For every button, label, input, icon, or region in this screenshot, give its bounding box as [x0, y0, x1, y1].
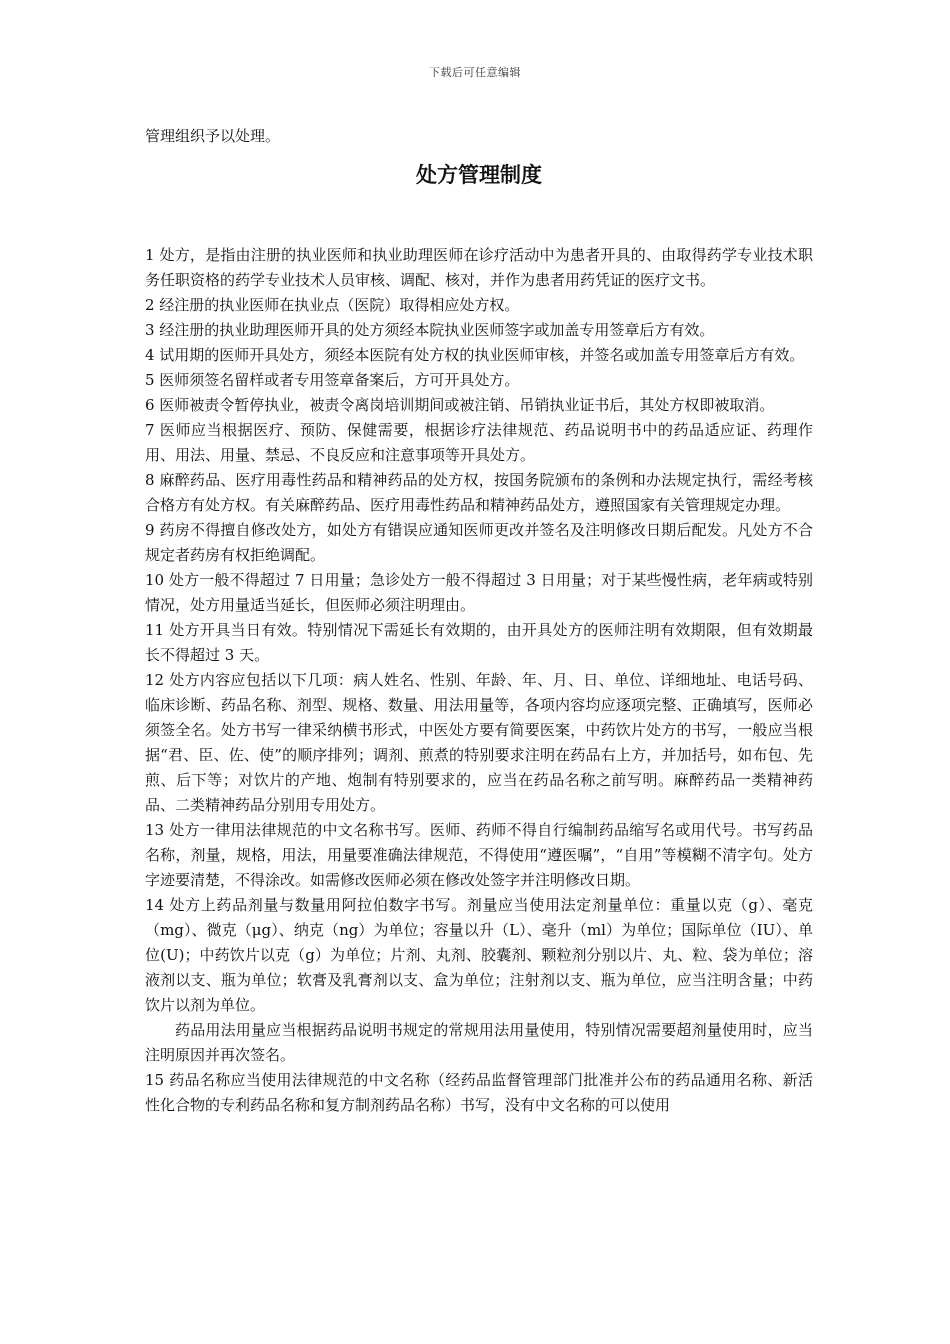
document-title: 处方管理制度 — [416, 163, 542, 187]
paragraph-14-dosage-note: 药品用法用量应当根据药品说明书规定的常规用法用量使用，特别情况需要超剂量使用时，应当注明原因并再次签名。 — [145, 1021, 813, 1064]
paragraph-14: 14 处方上药品剂量与数量用阿拉伯数字书写。剂量应当使用法定剂量单位：重量以克（g）、毫克（mg）、微克（μg）、纳克（ng）为单位；容量以升（L）、毫升（ml）为单位；国际单位（IU）、单位(U)；中药饮片以克（g）为单位；片剂、丸剂、胶囊剂、颗粒剂分别以片、丸、粒、袋为单位；溶液剂以支、瓶为单位；软膏及乳膏剂以支、盒为单位；注射剂以支、瓶为单位，应当注明含量；中药饮片以剂为单位。 — [145, 896, 813, 1014]
document-body — [145, 124, 813, 1118]
paragraph-3: 3 经注册的执业助理医师开具的处方须经本院执业医师签字或加盖专用签章后方有效。 — [145, 321, 715, 339]
paragraph-2: 2 经注册的执业医师在执业点（医院）取得相应处方权。 — [145, 296, 520, 314]
paragraph-10: 10 处方一般不得超过 7 日用量；急诊处方一般不得超过 3 日用量；对于某些慢性病，老年病或特别情况，处方用量适当延长，但医师必须注明理由。 — [145, 571, 813, 614]
paragraph-1: 1 处方，是指由注册的执业医师和执业助理医师在诊疗活动中为患者开具的、由取得药学专业技术职务任职资格的药学专业技术人员审核、调配、核对，并作为患者用药凭证的医疗文书。 — [145, 246, 813, 289]
title-spacer — [145, 195, 813, 243]
paragraph-6: 6 医师被责令暂停执业，被责令离岗培训期间或被注销、吊销执业证书后，其处方权即被取消。 — [145, 396, 775, 414]
paragraph-13: 13 处方一律用法律规范的中文名称书写。医师、药师不得自行编制药品缩写名或用代号。书写药品名称，剂量，规格，用法，用量要准确法律规范，不得使用“遵医嘱”，“自用”等模糊不清字句。处方字迹要清楚，不得涂改。如需修改医师必须在修改处签字并注明修改日期。 — [145, 821, 813, 889]
paragraph-15: 15 药品名称应当使用法律规范的中文名称（经药品监督管理部门批准并公布的药品通用名称、新活性化合物的专利药品名称和复方制剂药品名称）书写，没有中文名称的可以使用 — [145, 1071, 813, 1114]
paragraph-11: 11 处方开具当日有效。特别情况下需延长有效期的，由开具处方的医师注明有效期限，但有效期最长不得超过 3 天。 — [145, 621, 813, 664]
paragraph-12: 12 处方内容应包括以下几项：病人姓名、性别、年龄、年、月、日、单位、详细地址、电话号码、临床诊断、药品名称、剂型、规格、数量、用法用量等，各项内容均应逐项完整、正确填写，医师必须签全名。处方书写一律采纳横书形式，中医处方要有简要医案，中药饮片处方的书写，一般应当根据“君、臣、佐、使”的顺序排列；调剂、煎煮的特别要求注明在药品右上方，并加括号，如布包、先煎、后下等；对饮片的产地、炮制有特别要求的，应当在药品名称之前写明。麻醉药品一类精神药品、二类精神药品分别用专用处方。 — [145, 671, 813, 814]
paragraph-7: 7 医师应当根据医疗、预防、保健需要，根据诊疗法律规范、药品说明书中的药品适应证、药理作用、用法、用量、禁忌、不良反应和注意事项等开具处方。 — [145, 421, 813, 464]
paragraph-5: 5 医师须签名留样或者专用签章备案后，方可开具处方。 — [145, 371, 520, 389]
paragraph-4: 4 试用期的医师开具处方，须经本医院有处方权的执业医师审核，并签名或加盖专用签章后方有效。 — [145, 346, 805, 364]
paragraph-9: 9 药房不得擅自修改处方，如处方有错误应通知医师更改并签名及注明修改日期后配发。凡处方不合规定者药房有权拒绝调配。 — [145, 521, 813, 564]
continued-text: 管理组织予以处理。 — [145, 127, 281, 145]
page-header-note: 下载后可任意编辑 — [429, 66, 521, 79]
paragraph-8: 8 麻醉药品、医疗用毒性药品和精神药品的处方权，按国务院颁布的条例和办法规定执行，需经考核合格方有处方权。有关麻醉药品、医疗用毒性药品和精神药品处方，遵照国家有关管理规定办理。 — [145, 471, 813, 514]
